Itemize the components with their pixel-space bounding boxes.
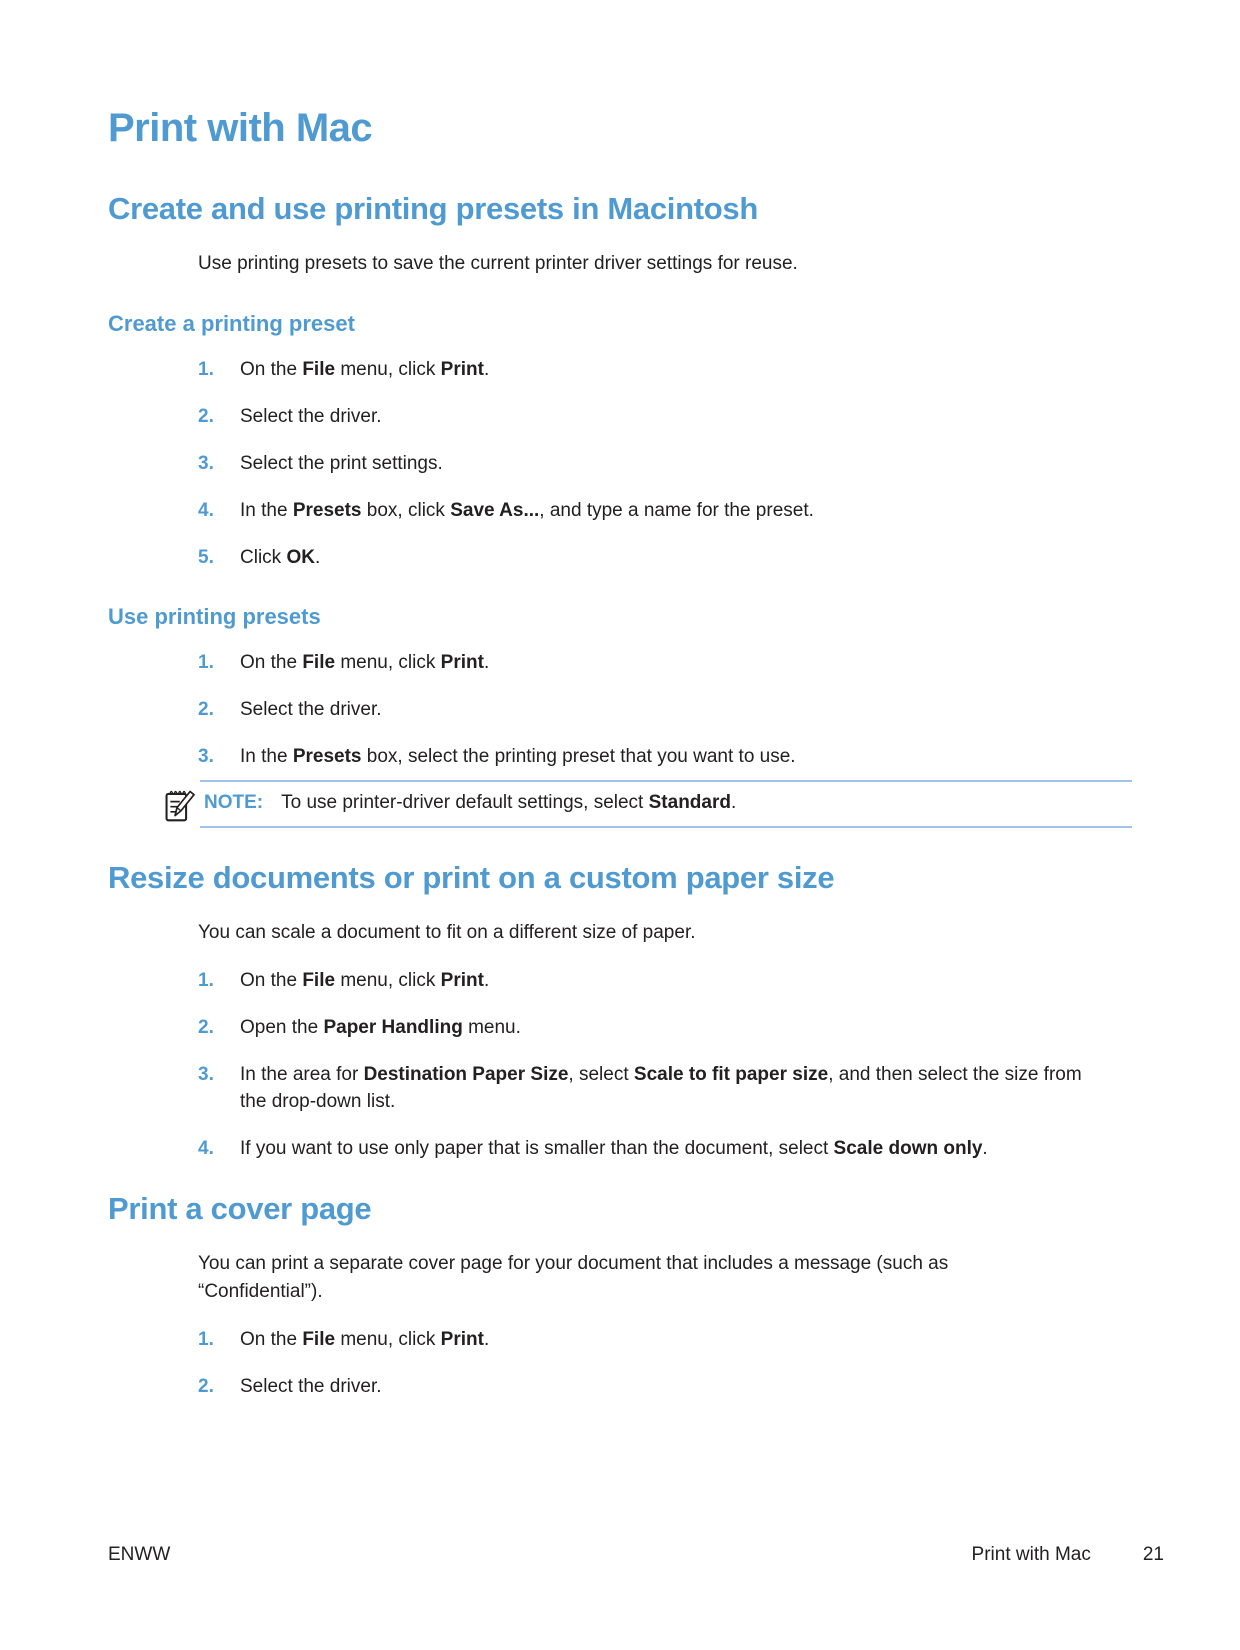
footer-chapter-label: Print with Mac <box>971 1544 1091 1565</box>
bold-text: OK <box>286 547 315 568</box>
list-item-text <box>240 356 489 383</box>
list-item <box>108 1014 1132 1041</box>
list-number: 3. <box>198 1064 214 1085</box>
footer-left-label: ENWW <box>108 1544 171 1565</box>
notepad-pencil-icon <box>164 780 200 831</box>
text: . <box>483 652 490 673</box>
text: box, select the printing preset that you want to use. <box>361 746 796 767</box>
text: menu, click <box>335 970 441 991</box>
intro-paragraph: You can print a separate cover page for your document that includes a message (such as “Confidential”). <box>198 1253 949 1302</box>
list-item <box>108 450 1132 477</box>
text: On the <box>240 1329 303 1350</box>
note-block <box>164 780 1132 831</box>
text: , and then select the size from the drop-down list. <box>240 1064 1082 1112</box>
intro-paragraph: Use printing presets to save the current printer driver settings for reuse. <box>198 253 798 274</box>
steps-list-create-preset <box>108 356 1132 571</box>
list-item <box>108 1326 1132 1353</box>
list-item <box>108 1135 1132 1162</box>
bold-text: Print <box>440 359 484 380</box>
footer-right <box>972 1544 1164 1566</box>
text: menu, click <box>335 1329 441 1350</box>
text: On the <box>240 359 303 380</box>
steps-list-use-presets <box>108 649 1132 770</box>
note-text <box>281 792 736 813</box>
text: On the <box>240 970 303 991</box>
list-item-text <box>240 743 796 770</box>
list-item-text <box>240 403 382 430</box>
text: In the <box>240 500 293 521</box>
text: . <box>483 1329 490 1350</box>
list-item-text <box>240 1061 1090 1115</box>
text: , select <box>568 1064 634 1085</box>
list-item <box>108 696 1132 723</box>
bold-text: File <box>302 970 336 991</box>
list-item-text <box>240 497 814 524</box>
list-number: 2. <box>198 1017 214 1038</box>
intro-paragraph: You can scale a document to fit on a different size of paper. <box>198 922 696 943</box>
list-item-text <box>240 649 489 676</box>
text: . <box>483 970 490 991</box>
list-item <box>108 497 1132 524</box>
bold-text: Standard <box>648 792 731 813</box>
text: Select the driver. <box>240 406 382 427</box>
list-item <box>108 403 1132 430</box>
list-number: 4. <box>198 500 214 521</box>
list-item <box>108 544 1132 571</box>
section-heading-presets: Create and use printing presets in Macintosh <box>108 191 758 226</box>
bold-text: Save As... <box>450 500 540 521</box>
list-number: 1. <box>198 970 214 991</box>
footer-page-number: 21 <box>1142 1544 1164 1565</box>
list-item-text <box>240 1014 521 1041</box>
bold-text: File <box>302 1329 336 1350</box>
text: . <box>314 547 321 568</box>
bold-text: Print <box>440 970 484 991</box>
list-number: 1. <box>198 1329 214 1350</box>
bold-text: Paper Handling <box>323 1017 463 1038</box>
list-number: 2. <box>198 406 214 427</box>
footer <box>108 1544 1164 1566</box>
text: , and type a name for the preset. <box>539 500 814 521</box>
text: . <box>730 792 737 813</box>
list-item-text <box>240 1326 489 1353</box>
text: menu, click <box>335 652 441 673</box>
list-number: 4. <box>198 1138 214 1159</box>
bold-text: File <box>302 652 336 673</box>
text: . <box>982 1138 988 1159</box>
list-item <box>108 1373 1132 1400</box>
bold-text: Print <box>440 1329 484 1350</box>
list-item-text <box>240 450 443 477</box>
text: In the area for <box>240 1064 364 1085</box>
list-number: 2. <box>198 699 214 720</box>
list-item-text <box>240 1135 988 1162</box>
text: menu. <box>462 1017 521 1038</box>
list-item <box>108 649 1132 676</box>
text: Click <box>240 547 287 568</box>
text: menu, click <box>335 359 441 380</box>
list-number: 5. <box>198 547 214 568</box>
text: Select the driver. <box>240 699 382 720</box>
text: Open the <box>240 1017 324 1038</box>
list-item-text <box>240 544 320 571</box>
list-item-text <box>240 1373 382 1400</box>
text: If you want to use only paper that is smaller than the document, select <box>240 1138 834 1159</box>
bold-text: Presets <box>292 500 362 521</box>
sub-heading-create-preset: Create a printing preset <box>108 311 355 336</box>
list-item <box>108 356 1132 383</box>
list-item <box>108 743 1132 770</box>
sub-heading-use-presets: Use printing presets <box>108 604 321 629</box>
bold-text: Presets <box>292 746 362 767</box>
list-number: 2. <box>198 1376 214 1397</box>
text: Select the driver. <box>240 1376 382 1397</box>
chapter-title: Print with Mac <box>108 106 373 150</box>
bold-text: Scale down only <box>833 1138 983 1159</box>
list-item-text <box>240 696 382 723</box>
section-heading-cover-page: Print a cover page <box>108 1191 372 1226</box>
list-number: 1. <box>198 359 214 380</box>
bold-text: File <box>302 359 336 380</box>
bold-text: Scale to fit paper size <box>633 1064 829 1085</box>
list-number: 3. <box>198 746 214 767</box>
note-body <box>200 780 1132 828</box>
text: In the <box>240 746 293 767</box>
text: box, click <box>361 500 451 521</box>
list-item <box>108 1061 1132 1115</box>
list-number: 3. <box>198 453 214 474</box>
bold-text: Destination Paper Size <box>363 1064 569 1085</box>
text: Select the print settings. <box>240 453 443 474</box>
list-item <box>108 967 1132 994</box>
note-label: NOTE: <box>204 792 264 813</box>
bold-text: Print <box>440 652 484 673</box>
text: . <box>483 359 490 380</box>
text: On the <box>240 652 303 673</box>
steps-list-resize <box>108 967 1132 1162</box>
list-item-text <box>240 967 489 994</box>
steps-list-cover-page <box>108 1326 1132 1400</box>
section-heading-resize: Resize documents or print on a custom paper size <box>108 860 835 895</box>
list-number: 1. <box>198 652 214 673</box>
text: To use printer-driver default settings, select <box>281 792 649 813</box>
